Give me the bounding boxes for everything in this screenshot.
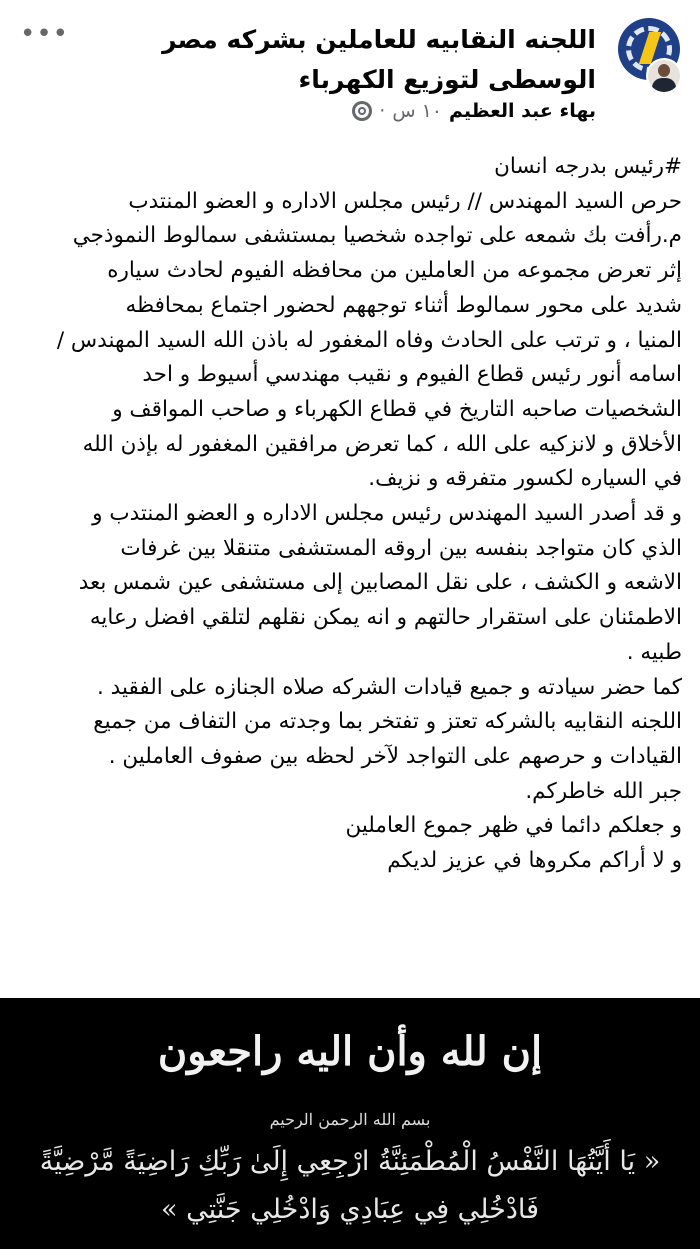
post-line: المنيا ، و ترتب على الحادث وفاه المغفور له باذن الله السيد المهندس / <box>56 327 682 353</box>
post-line: الاشعه و الكشف ، على نقل المصابين إلى مستشفى عين شمس بعد <box>78 570 682 596</box>
avatar-body <box>652 78 676 94</box>
post-line: طبيه . <box>626 639 682 665</box>
post-line: جبر الله خاطركم. <box>525 778 682 804</box>
post-line: شديد على محور سمالوط أثناء توجههم لحضور اجتماع بمحافظه <box>125 292 682 318</box>
post-line: م.رأفت بك شمعه على تواجده شخصيا بمستشفى سمالوط النموذجي <box>72 223 682 249</box>
post-line: الأخلاق و لانزكيه على الله ، كما تعرض مرافقين المغفور له بإذن الله <box>82 431 682 457</box>
more-options-icon[interactable]: ••• <box>20 19 70 49</box>
image-verse <box>20 1138 680 1234</box>
post-line: اللجنه النقابيه بالشركه تعتز و تفتخر بما وجدته من التفاف من جميع <box>93 709 682 735</box>
meta-separator: · <box>379 100 386 122</box>
post-line: و لا أراكم مكروها في عزيز لديكم <box>387 848 682 874</box>
avatar-head <box>658 64 670 77</box>
post-line: في السياره لكسور متفرقه و نزيف. <box>368 466 682 492</box>
post-image[interactable] <box>0 998 700 1249</box>
friends-icon[interactable] <box>352 101 372 121</box>
post-body <box>12 150 682 879</box>
hashtag-link[interactable]: #رئيس بدرجه انسان <box>494 154 682 179</box>
post-line: الاطمئنان على استقرار حالتهم و انه يمكن نقلهم لتلقي افضل رعايه <box>89 605 682 631</box>
post-meta <box>352 100 596 122</box>
post-line: حرص السيد المهندس // رئيس مجلس الاداره و العضو المنتدب <box>128 188 682 214</box>
post-line: و جعلكم دائما في ظهر جموع العاملين <box>345 813 682 839</box>
post-line: إثر تعرض مجموعه من العاملين من محافظه الفيوم لحادث سياره <box>107 258 682 284</box>
post-line: كما حضر سيادته و جميع قيادات الشركه صلاه الجنازه على الفقيد . <box>97 674 682 700</box>
image-title: إن لله وأن اليه راجعون <box>157 1028 543 1075</box>
post-line: الشخصيات صاحبه التاريخ في قطاع الكهرباء و صاحب المواقف و <box>112 396 682 422</box>
avatar[interactable] <box>612 18 680 88</box>
post-line: الذي كان متواجد بنفسه بين اروقه المستشفى متنقلا بين غرفات <box>120 535 682 561</box>
post-line: و قد أصدر السيد المهندس رئيس مجلس الاداره و العضو المنتدب و <box>92 501 682 527</box>
author-avatar[interactable] <box>646 58 682 94</box>
post-line: اسامه أنور رئيس قطاع الفيوم و نقيب مهندسي أسيوط و احد <box>142 362 682 388</box>
verse-line: « يَا أَيَّتُهَا النَّفْسُ الْمُطْمَئِنَّةُ ارْجِعِي إِلَىٰ رَبِّكِ رَاضِيَةً مَّرْضِيَّةً <box>39 1146 661 1177</box>
post-timestamp[interactable]: ١٠ س <box>392 100 442 122</box>
page-name-link[interactable]: اللجنه النقابيه للعاملين بشركه مصر الوسطى لتوزيع الكهرباء <box>162 25 596 94</box>
verse-line: فَادْخُلِي فِي عِبَادِي وَادْخُلِي جَنَّتِي » <box>161 1194 539 1225</box>
image-basmala: بسم الله الرحمن الرحيم <box>269 1110 431 1129</box>
author-name-link[interactable]: بهاء عبد العظيم <box>449 100 596 122</box>
post-header <box>0 0 700 140</box>
post-line: القيادات و حرصهم على التواجد لآخر لحظه بين صفوف العاملين . <box>108 743 682 769</box>
